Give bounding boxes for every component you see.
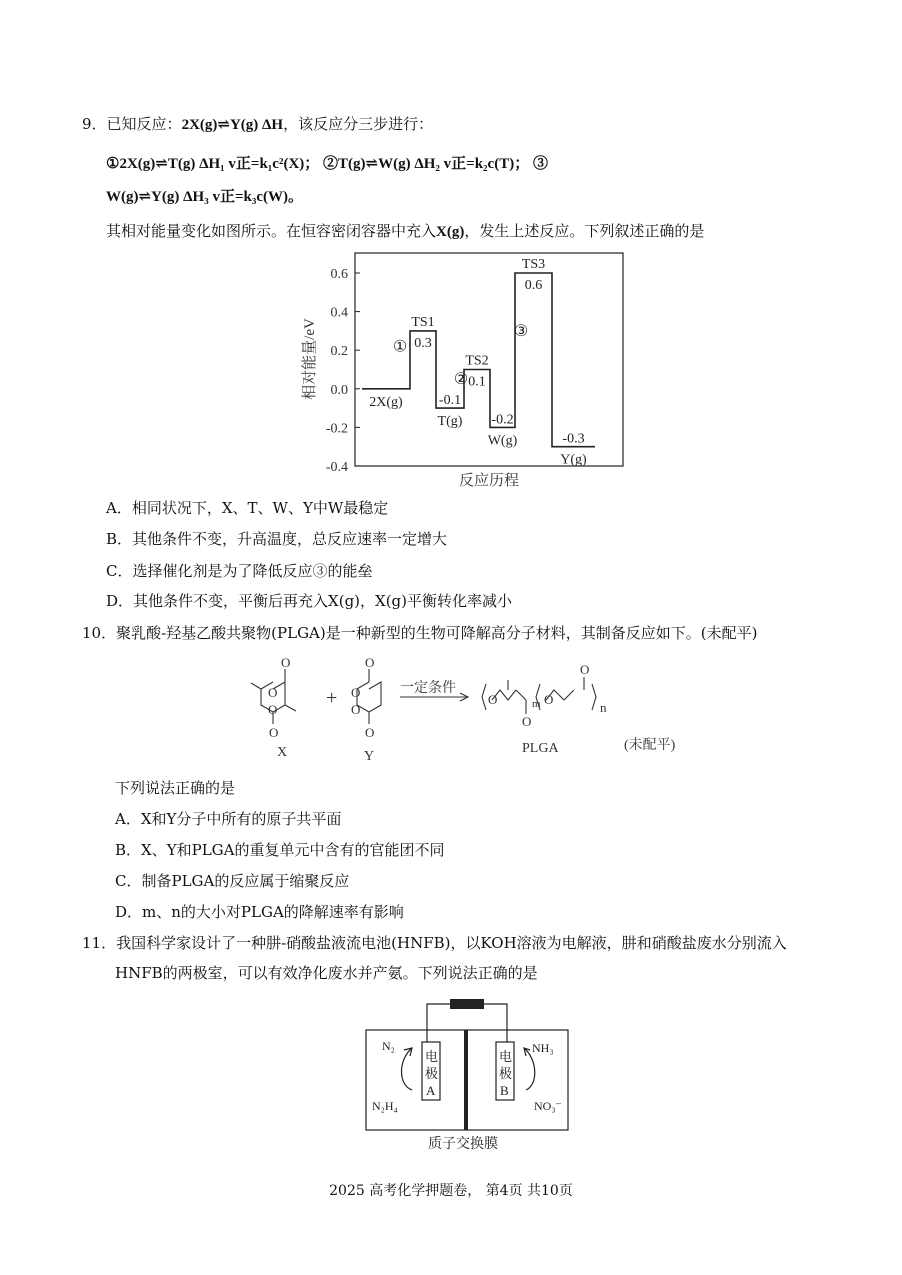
q10-option-c: C．制备PLGA的反应属于缩聚反应 — [115, 872, 350, 890]
svg-text:极: 极 — [425, 1066, 439, 1081]
y-tick-label: -0.2 — [325, 421, 348, 437]
battery-cell-diagram — [360, 990, 575, 1160]
q9-step3: W(g)⇌Y(g) ΔH₃ v正=k₃c(W)。 — [106, 189, 303, 205]
q10-number: 10． — [82, 624, 117, 642]
svg-text:O: O — [544, 692, 554, 707]
q9-number: 9． — [82, 115, 107, 133]
level-name-label: T(g) — [437, 414, 463, 430]
svg-text:NO₃⁻: NO₃⁻ — [534, 1099, 562, 1113]
energy-profile-chart — [290, 245, 635, 495]
svg-text:N₂H₄: N₂H₄ — [372, 1099, 398, 1113]
y-tick-label: 0.6 — [330, 267, 348, 282]
level-value-label: 0.3 — [414, 335, 432, 351]
step-marker: ① — [392, 338, 408, 356]
q9-steps-row: ①2X(g)⇌T(g) ΔH₁ v正=k₁c²(X)； ②T(g)⇌W(g) ΔH₂ v正=k₂c(T)； ③ — [106, 156, 548, 172]
q10-option-d: D．m、n的大小对PLGA的降解速率有影响 — [115, 903, 404, 921]
label-x: X — [277, 745, 288, 760]
q10-stem: 10．聚乳酸-羟基乙酸共聚物(PLGA)是一种新型的生物可降解高分子材料，其制备反应如下。(未配平) — [82, 624, 758, 642]
svg-text:O: O — [365, 725, 375, 740]
svg-text:O: O — [488, 692, 498, 707]
y-tick-label: -0.4 — [325, 460, 348, 475]
label-plga: PLGA — [522, 741, 559, 756]
plus-sign: + — [326, 687, 338, 709]
level-name-label: TS2 — [465, 353, 489, 369]
q10-option-b: B．X、Y和PLGA的重复单元中含有的官能团不同 — [115, 841, 445, 859]
y-tick-label: 0.2 — [330, 344, 348, 360]
svg-text:n: n — [600, 700, 607, 715]
q10-prompt: 下列说法正确的是 — [115, 779, 236, 797]
svg-text:电: 电 — [425, 1049, 439, 1064]
svg-text:N₂: N₂ — [382, 1039, 395, 1053]
reaction-condition: 一定条件 — [400, 681, 456, 696]
energy-profile — [362, 257, 595, 468]
q9-step2: T(g)⇌W(g) ΔH₂ v正=k₂c(T)； — [338, 156, 530, 172]
q11-stem-line2: HNFB的两极室，可以有效净化废水并产氨。下列说法正确的是 — [115, 964, 538, 982]
svg-text:B: B — [500, 1083, 509, 1098]
level-value-label: 0.1 — [468, 374, 486, 390]
scheme-note: (未配平) — [624, 738, 676, 753]
q9-option-c: C．选择催化剂是为了降低反应③的能垒 — [106, 562, 373, 580]
y-tick-label: 0.0 — [330, 382, 348, 398]
q9-option-b: B．其他条件不变，升高温度，总反应速率一定增大 — [106, 530, 448, 548]
proton-exchange-membrane — [464, 1030, 468, 1130]
q9-reaction: 2X(g)⇌Y(g) ΔH — [181, 117, 284, 133]
level-name-label: TS3 — [521, 257, 546, 272]
svg-text:O: O — [351, 702, 361, 717]
level-name-label: 2X(g) — [369, 394, 403, 410]
q9-option-d: D．其他条件不变，平衡后再充入X(g)，X(g)平衡转化率减小 — [106, 592, 513, 610]
svg-text:NH₃: NH₃ — [532, 1041, 554, 1055]
level-value-label: -0.3 — [562, 431, 585, 447]
q11-number: 11． — [82, 934, 117, 952]
membrane-label: 质子交换膜 — [428, 1137, 498, 1152]
step-marker: ② — [453, 371, 469, 389]
q9-intro: 其相对能量变化如图所示。在恒容密闭容器中充入X(g)，发生上述反应。下列叙述正确的是 — [106, 222, 705, 240]
level-value-label: 0.6 — [524, 278, 543, 293]
q9-step1: 2X(g)⇌T(g) ΔH₁ v正=k₁c²(X)； — [119, 156, 320, 172]
level-value-label: -0.1 — [438, 393, 462, 409]
svg-text:O: O — [268, 702, 278, 717]
svg-text:A: A — [426, 1083, 436, 1098]
y-tick-label: 0.4 — [330, 305, 348, 321]
svg-text:O: O — [365, 655, 375, 670]
svg-text:m: m — [532, 698, 541, 710]
q11-stem-line1: 11．我国科学家设计了一种肼-硝酸盐液流电池(HNFB)，以KOH溶液为电解液，肼和硝酸盐废水分别流入 — [82, 934, 787, 952]
svg-text:O: O — [281, 655, 291, 670]
label-y: Y — [364, 749, 375, 764]
level-name-label: TS1 — [411, 314, 435, 330]
level-value-label: -0.2 — [491, 412, 514, 428]
chart-xlabel: 反应历程 — [458, 473, 520, 489]
svg-text:O: O — [269, 725, 279, 740]
q9-stem: 9．已知反应：2X(g)⇌Y(g) ΔH，该反应分三步进行： — [82, 115, 434, 133]
chart-ylabel: 相对能量/eV — [302, 318, 318, 400]
external-load — [450, 999, 484, 1009]
level-name-label: W(g) — [487, 433, 518, 449]
level-name-label: Y(g) — [560, 452, 587, 468]
step-marker: ③ — [513, 322, 529, 340]
svg-text:极: 极 — [499, 1066, 513, 1081]
svg-text:O: O — [268, 685, 278, 700]
plga-reaction-scheme — [240, 652, 700, 770]
svg-text:O: O — [351, 685, 361, 700]
svg-text:O: O — [522, 714, 532, 729]
q9-option-a: A．相同状况下，X、T、W、Y中W最稳定 — [106, 499, 389, 517]
svg-text:O: O — [580, 662, 590, 677]
q10-option-a: A．X和Y分子中所有的原子共平面 — [115, 810, 342, 828]
page-footer: 2025 高考化学押题卷， 第4页 共10页 — [329, 1183, 573, 1199]
svg-text:电: 电 — [499, 1049, 513, 1064]
